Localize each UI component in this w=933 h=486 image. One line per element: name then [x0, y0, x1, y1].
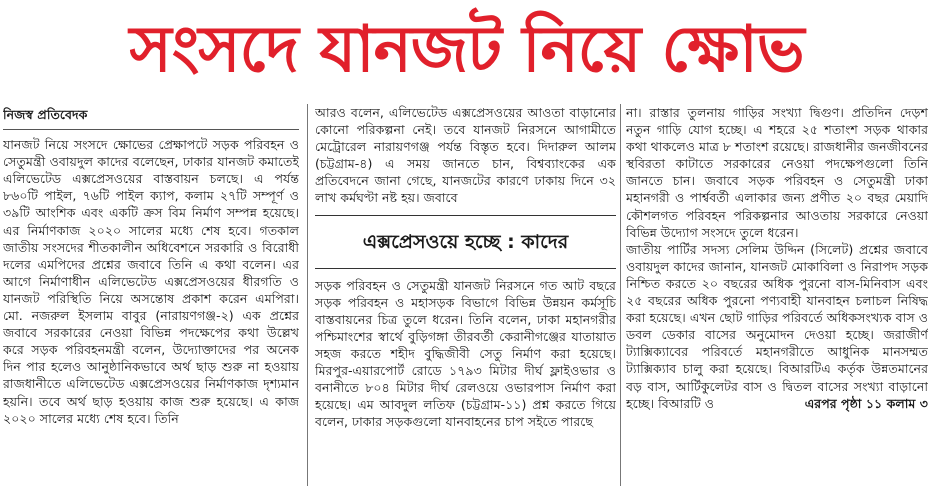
column-3-body-b-text: জাতীয় পার্টির সদস্য সেলিম উদ্দিন (সিলেট) প্রশ্নের জবাবে ওবায়দুল কাদের জানান, যানজট মোকাবিলা ও নিরাপদ সড়ক নিশ্চিত করতে ২০ বছরের অধিক পুরনো বাস-মিনিবাস এবং ২৫ বছরের অধিক পুরনো পণ্যবাহী যানবাহন চলাচল নিষিদ্ধ করা হয়েছে। এখন ছোট গাড়ির পরিবর্তে অধিকসংখ্যক বাস ও ডবল ডেকার বাসের অনুমোদন দেওয়া হচ্ছে। জরাজীর্ণ ট্যাক্সিক্যাবের পরিবর্তে মহানগরীতে আধুনিক মানসম্মত ট্যাক্সিক্যাব চালু করা হয়েছে। বিআরটিএ কর্তৃক উন্নতমানের বড় বাস, আর্টিকুলেটর বাস ও দ্বিতল বাসের সংখ্যা বাড়ানো হচ্ছে। বিআরটি ও: [626, 241, 928, 411]
column-1-body: যানজট নিয়ে সংসদে ক্ষোভের প্রেক্ষাপটে সড়ক পরিবহন ও সেতুমন্ত্রী ওবায়দুল কাদের বলেছেন, ঢাকার যানজট কমাতেই এলিভেটেড এক্সপ্রেসওয়ের বাস্তবায়ন চলছে। এ পর্যন্ত ৮৬০টি পাইল, ৭৬টি পাইল ক্যাপ, কলাম ২৭টি সম্পূর্ণ ও ৩৯টি আংশিক এবং একটি ক্রস বিম নির্মাণ সম্পন্ন হয়েছে। এর নির্মাণকাজ ২০২০ সালের মধ্যে শেষ হবে। গতকাল জাতীয় সংসদের শীতকালীন অধিবেশনে সরকারি ও বিরোধী দলের এমপিদের প্রশ্নের জবাবে তিনি এ কথা বলেন। এর আগে নির্মাণাধীন এলিভেটেড এক্সপ্রেসওয়ের ধীরগতি ও যানজট পরিস্থিতি নিয়ে অসন্তোষ প্রকাশ করেন এমপিরা। মো. নজরুল ইসলাম বাবুর (নারায়ণগঞ্জ-২) এক প্রশ্নের জবাবে সরকারের নেওয়া বিভিন্ন পদক্ষেপের কথা উল্লেখ করে সড়ক পরিবহনমন্ত্রী বলেন, উদ্যোক্তাদের পর অনেক দিন পার হলেও আনুষ্ঠানিকভাবে অর্থ ছাড় শুরু না হওয়ায় রাজধানীতে এলিভেটেড এক্সপ্রেসওয়ের নির্মাণকাজ দৃশ্যমান হয়নি। তবে অর্থ ছাড় হওয়ায় কাজ শুরু হয়েছে। এ কাজ ২০২০ সালের মধ্যে শেষ হবে। তিনি: [3, 137, 299, 426]
column-3: [626, 104, 928, 486]
byline-divider: [3, 129, 299, 130]
byline: নিজস্ব প্রতিবেদক: [3, 107, 88, 122]
column-3-body-b: [626, 241, 928, 412]
column-3-body-a: না। রাস্তার তুলনায় গাড়ির সংখ্যা দ্বিগুণ। প্রতিদিন দেড়শ নতুন গাড়ি যোগ হচ্ছে। এ শহরে ২৫ শতাংশ সড়ক থাকার কথা থাকলেও মাত্র ৮ শতাংশ রয়েছে। রাজধানীর জনজীবনের স্থবিরতা কাটাতে সরকারের নেওয়া পদক্ষেপগুলো তিনি জানতে চান। জবাবে সড়ক পরিবহন ও সেতুমন্ত্রী ঢাকা মহানগরী ও পার্শ্ববর্তী এলাকার জন্য প্রণীত ২০ বছর মেয়াদি কৌশলগত পরিবহন পরিকল্পনার আওতায় সরকারে নেওয়া বিভিন্ন উদ্যোগ সংসদে তুলে ধরেন।: [626, 105, 928, 240]
continuation-link[interactable]: এরপর পৃষ্ঠা ১১ কলাম ৩: [804, 395, 928, 411]
headline: সংসদে যানজট নিয়ে ক্ষোভ: [129, 13, 804, 87]
subheadline: এক্সপ্রেসওয়ে হচ্ছে : কাদের: [315, 215, 616, 269]
column-divider-2: [620, 104, 621, 486]
column-2-body-bottom: সড়ক পরিবহন ও সেতুমন্ত্রী যানজট নিরসনে গত আট বছরে সড়ক পরিবহন ও মহাসড়ক বিভাগে বিভিন্ন উন্নয়ন কর্মসূচি বাস্তবায়নের চিত্র তুলে ধরেন। তিনি বলেন, ঢাকা মহানগরীর পশ্চিমাংশের স্বার্থে বুড়িগঙ্গা তীরবর্তী কেরানীগঞ্জের যাতায়াত সহজ করতে শহীদ বুদ্ধিজীবী সেতু নির্মাণ করা হয়েছে। মিরপুর-এয়ারপোর্ট রোডে ১৭৯৩ মিটার দীর্ঘ ফ্লাইওভার ও বনানীতে ৮০৪ মিটার দীর্ঘ রেলওয়ে ওভারপাস নির্মাণ করা হয়েছে। এম আবদুল লতিফ (চট্টগ্রাম-১১) প্রশ্ন করতে গিয়ে বলেন, ঢাকার সড়কগুলো যানবাহনের চাপ সইতে পারছে: [315, 277, 616, 430]
column-divider-1: [307, 104, 308, 486]
column-2-body-top: আরও বলেন, এলিভেটেড এক্সপ্রেসওয়ের আওতা বাড়ানোর কোনো পরিকল্পনা নেই। তবে যানজট নিরসনে আগামীতে মেট্রোরেল নারায়ণগঞ্জ পর্যন্ত বিস্তৃত হবে। দিদারুল আলম (চট্টগ্রাম-৪) এ সময় জানতে চান, বিশ্বব্যাংকের এক প্রতিবেদনে জানা গেছে, যানজটের কারণে ঢাকায় দিনে ৩২ লাখ কর্মঘণ্টা নষ্ট হয়। জবাবে: [315, 105, 616, 206]
column-2: [315, 104, 616, 486]
column-1: [3, 104, 299, 486]
